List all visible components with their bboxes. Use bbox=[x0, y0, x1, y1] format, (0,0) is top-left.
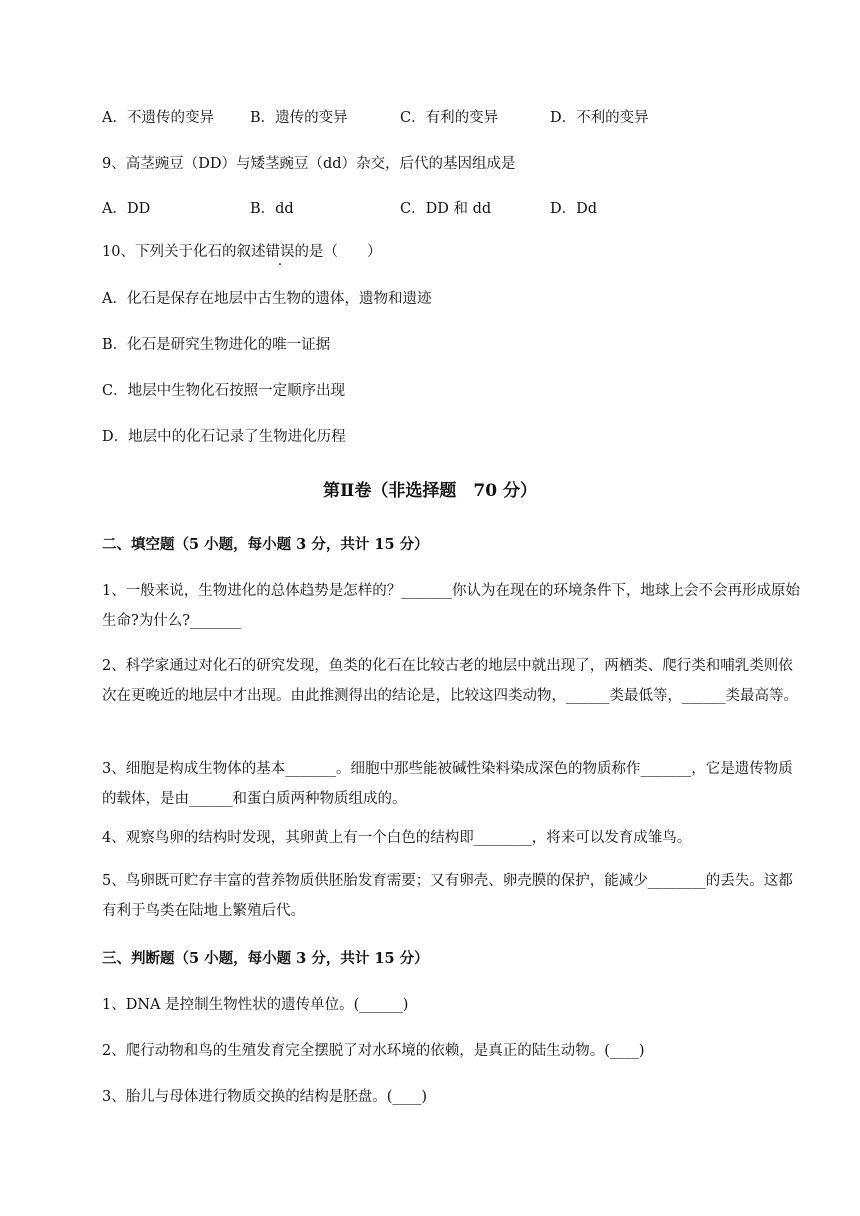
judge-item-3: 3、胎儿与母体进行物质交换的结构是胚盘。(____) bbox=[102, 1089, 428, 1105]
q10-option-a: A．化石是保存在地层中古生物的遗体，遗物和遗迹 bbox=[102, 291, 432, 307]
q10-stem bbox=[102, 242, 381, 262]
q10-stem-before: 10、下列关于化石的叙述 bbox=[102, 244, 266, 260]
part2-title: 第Ⅱ卷（非选择题 70 分） bbox=[323, 481, 537, 501]
q10-option-d: D．地层中的化石记录了生物进化历程 bbox=[102, 429, 346, 445]
fill-item-3: 3、细胞是构成生物体的基本_______。细胞中那些能被碱性染料染成深色的物质称作_______，它是遗传物质的载体，是由______和蛋白质两种物质组成的。 bbox=[102, 761, 793, 807]
q9-option-d: D．Dd bbox=[550, 201, 598, 217]
q9-option-a: A．DD bbox=[102, 201, 151, 217]
q8-option-c: C．有利的变异 bbox=[400, 110, 499, 126]
judge-item-1: 1、DNA 是控制生物性状的遗传单位。(______) bbox=[102, 997, 409, 1013]
judge-item-2: 2、爬行动物和鸟的生殖发育完全摆脱了对水环境的依赖，是真正的陆生动物。(____) bbox=[102, 1043, 645, 1059]
fill-section-title: 二、填空题（5 小题，每小题 3 分，共计 15 分） bbox=[102, 536, 429, 553]
fill-item-5: 5、鸟卵既可贮存丰富的营养物质供胚胎发育需要；又有卵壳、卵壳膜的保护，能减少________的丢失。这都有利于鸟类在陆地上繁殖后代。 bbox=[102, 873, 793, 919]
q10-option-b: B．化石是研究生物进化的唯一证据 bbox=[102, 337, 331, 353]
fill-item-1: 1、一般来说，生物进化的总体趋势是怎样的？_______你认为在现在的环境条件下，地球上会不会再形成原始生命?为什么?_______ bbox=[102, 583, 800, 629]
q9-option-c: C．DD 和 dd bbox=[400, 201, 492, 217]
fill-item-4: 4、观察鸟卵的结构时发现，其卵黄上有一个白色的结构即________，将来可以发育成雏鸟。 bbox=[102, 830, 692, 846]
q10-option-c: C．地层中生物化石按照一定顺序出现 bbox=[102, 383, 346, 399]
q8-option-d: D．不利的变异 bbox=[550, 110, 649, 126]
q9-stem: 9、高茎豌豆（DD）与矮茎豌豆（dd）杂交，后代的基因组成是 bbox=[102, 156, 516, 172]
q10-stem-after: 的是（ ） bbox=[294, 244, 382, 260]
q8-option-b: B．遗传的变异 bbox=[250, 110, 348, 126]
q8-option-a: A．不遗传的变异 bbox=[102, 110, 214, 126]
judge-section-title: 三、判断题（5 小题，每小题 3 分，共计 15 分） bbox=[102, 950, 429, 967]
fill-item-2: 2、科学家通过对化石的研究发现，鱼类的化石在比较古老的地层中就出现了，两栖类、爬行类和哺乳类则依次在更晚近的地层中才出现。由此推测得出的结论是，比较这四类动物，______类最低等，______类最高等。 bbox=[102, 658, 798, 704]
q9-option-b: B．dd bbox=[250, 201, 294, 217]
q10-stem-emphasis: 错误 bbox=[265, 244, 295, 260]
